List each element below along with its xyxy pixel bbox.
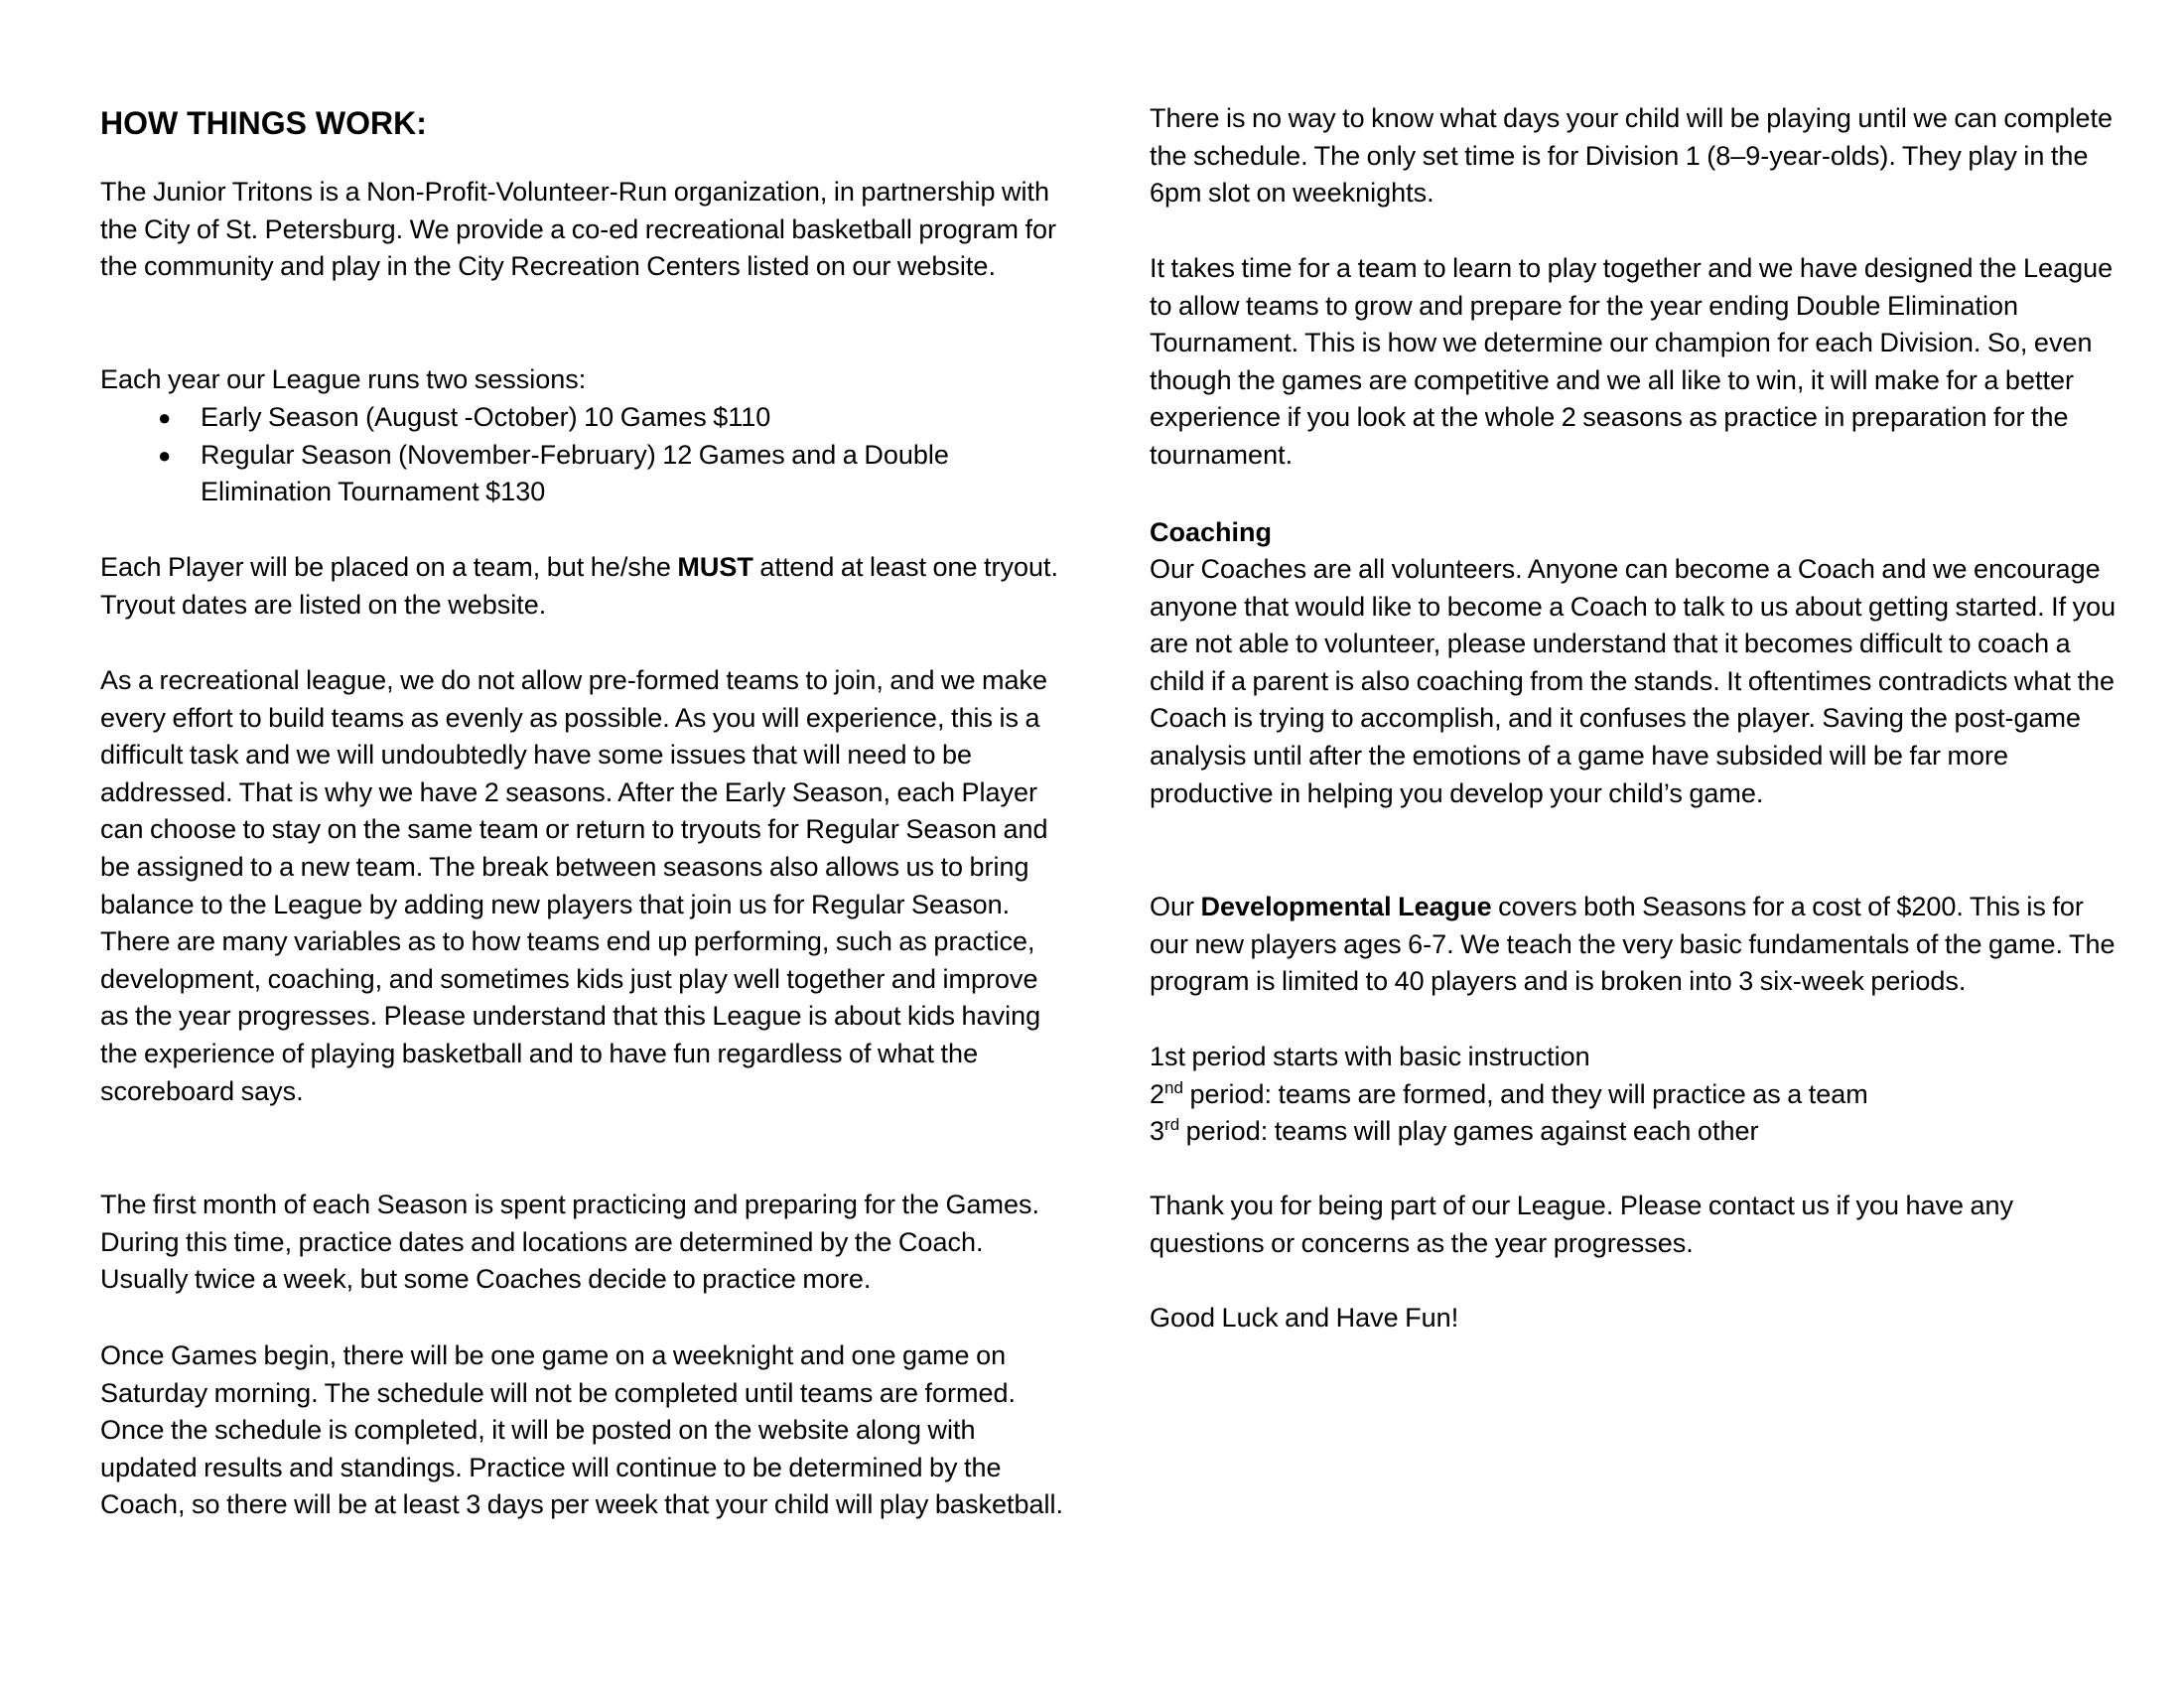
schedule-paragraph: There is no way to know what days your child will be playing until we can complete the schedule. The only set time is for Division 1 (8–9-year-olds). They play in the 6pm slot on weeknights. [1150, 103, 2113, 209]
games-paragraph: Once Games begin, there will be one game on a weeknight and one game on Saturday morning. The schedule will not be completed until teams are formed. Once the schedule is completed, it will be posted on the website along with updated results and standings. Practice will continue to be determined by the Coach, so there will be at least 3 days per week that your child will play basketball. [100, 1340, 1064, 1520]
intro-paragraph: The Junior Tritons is a Non-Profit-Volunteer-Run organization, in partnership with the City of St. Petersburg. We provide a co-ed recreational basketball program for the community and play in the City Recreation Centers listed on our website. [100, 177, 1056, 282]
period-3-number: 3 [1150, 1116, 1165, 1146]
period-3-suffix: rd [1164, 1115, 1180, 1134]
tryout-text-a: Each Player will be placed on a team, but he/she [100, 552, 678, 582]
period-2-suffix: nd [1164, 1078, 1183, 1097]
thanks-paragraph: Thank you for being part of our League. Please contact us if you have any questions or concerns as the year progresses. [1150, 1191, 2014, 1258]
developmental-paragraph [1150, 889, 2122, 1001]
sessions-intro: Each year our League runs two sessions: [100, 364, 587, 394]
dev-text-a: Our [1150, 892, 1201, 921]
page-title: HOW THINGS WORK: [100, 105, 427, 141]
must-emphasis: MUST [677, 552, 753, 582]
dev-text-b: covers both Seasons for a cost of $200. This is for our new players ages 6-7. We teach the very basic fundamentals of the game. The program is limited to 40 players and is broken into 3 six-week periods. [1150, 892, 2116, 997]
coaching-heading [1150, 514, 2122, 552]
bullet-icon: ● [158, 442, 172, 468]
coaching-paragraph: Our Coaches are all volunteers. Anyone can become a Coach and we encourage anyone that would like to become a Coach to talk to us about getting started. If you are not able to volunteer, please understand that it becomes difficult to coach a child if a parent is also coaching from the stands. It oftentimes contradicts what the Coach is trying to accomplish, and it confuses the player. Saving the post-game analysis until after the emotions of a game have subsided will be far more productive in helping you develop your child’s game. [1150, 554, 2116, 808]
session-regular: Regular Season (November-February) 12 Games and a Double Elimination Tournament $130 [201, 439, 949, 507]
recreational-paragraph: As a recreational league, we do not allow pre-formed teams to join, and we make every effort to build teams as evenly as possible. As you will experience, this is a difficult task and we will undoubtedly have some issues that will need to be addressed. That is why we have 2 seasons. After the Early Season, each Player can choose to stay on the same team or return to tryouts for Regular Season and be assigned to a new team. The break between seasons also allows us to bring balance to the League by adding new players that join us for Regular Season. There are many variables as to how teams end up performing, such as practice, development, coaching, and sometimes kids just play well together and improve as the year progresses. Please understand that this League is about kids having the experience of playing basketball and to have fun regardless of what the scoreboard says. [100, 665, 1048, 1106]
session-early: Early Season (August -October) 10 Games $110 [201, 402, 771, 432]
period-2 [1150, 1076, 2122, 1114]
tournament-paragraph: It takes time for a team to learn to play together and we have designed the League to allow teams to grow and prepare for the year ending Double Elimination Tournament. This is how we determine our champion for each Division. So, even though the games are competitive and we all like to win, it will make for a better experience if you look at the whole 2 seasons as practice in preparation for the tournament. [1150, 253, 2114, 470]
period-3 [1150, 1113, 2122, 1151]
period-1: 1st period starts with basic instruction [1150, 1042, 1590, 1071]
period-2-number: 2 [1150, 1079, 1165, 1109]
period-2-text: period: teams are formed, and they will practice as a team [1182, 1079, 1868, 1109]
bullet-icon: ● [158, 405, 172, 430]
tryout-paragraph [100, 549, 1068, 624]
developmental-league-emphasis: Developmental League [1200, 892, 1492, 921]
sessions-list [100, 399, 1068, 511]
coaching-heading-text: Coaching [1150, 517, 1273, 547]
first-month-paragraph: The first month of each Season is spent practicing and preparing for the Games. During this time, practice dates and locations are determined by the Coach. Usually twice a week, but some Coaches decide to practice more. [100, 1190, 1040, 1295]
period-3-text: period: teams will play games against each other [1179, 1116, 1759, 1146]
closing-line: Good Luck and Have Fun! [1150, 1303, 1459, 1333]
tryout-text-b: attend at least one tryout. Tryout dates are listed on the website. [100, 552, 1059, 620]
list-item [100, 399, 1068, 437]
list-item [100, 437, 1068, 511]
